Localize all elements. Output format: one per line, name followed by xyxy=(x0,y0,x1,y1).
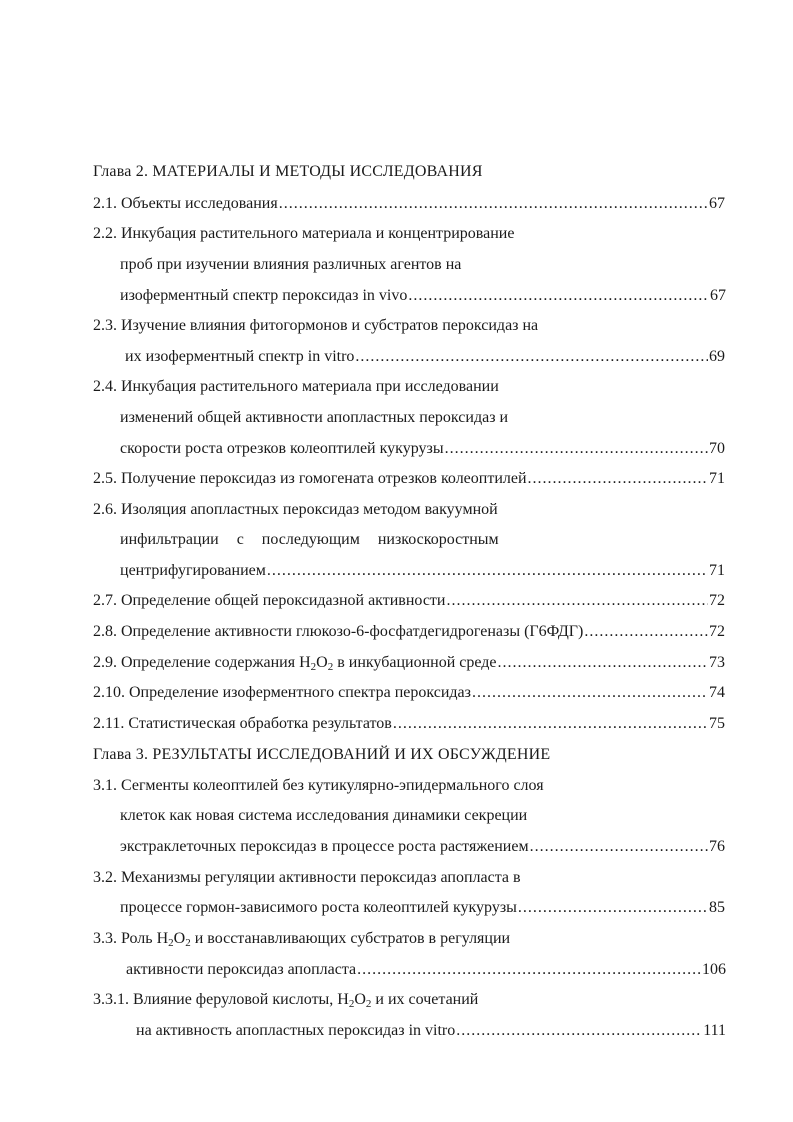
toc-entry-2-8 xyxy=(93,622,725,642)
toc-entry-2-5 xyxy=(93,469,725,489)
toc-entry-2-11 xyxy=(93,714,725,734)
toc-page-number: 70 xyxy=(709,440,725,457)
toc-entry-2-2 xyxy=(120,286,726,306)
toc-entry-text: процессе гормон-зависимого роста колеоптилей кукурузы xyxy=(120,899,517,916)
toc-entry-text: 2.10. Определение изоферментного спектра пероксидаз xyxy=(93,684,471,701)
leader-dots xyxy=(498,653,708,673)
toc-entry-3-1 xyxy=(120,837,725,857)
toc-page-number: 75 xyxy=(709,715,725,732)
toc-entry-2-3 xyxy=(125,347,725,367)
toc-entry-text: на активность апопластных пероксидаз in vitro xyxy=(136,1022,456,1039)
leader-dots xyxy=(528,469,708,489)
toc-entry-2-1 xyxy=(93,194,725,214)
toc-page-number: 106 xyxy=(702,961,726,978)
toc-entry-2-10 xyxy=(93,683,725,703)
leader-dots xyxy=(357,960,701,980)
toc-entry-text: изоферментный спектр пероксидаз in vivo xyxy=(120,287,408,304)
toc-entry-2-4-line-1: 2.4. Инкубация растительного материала при исследовании xyxy=(93,378,499,395)
toc-page-number: 67 xyxy=(710,287,726,304)
leader-dots xyxy=(355,347,708,367)
toc-entry-2-4 xyxy=(120,439,725,459)
toc-entry-text: активности пероксидаз апопласта xyxy=(126,961,357,978)
toc-entry-3-3-1 xyxy=(136,1021,726,1041)
toc-page-number: 72 xyxy=(709,623,725,640)
toc-page-number: 111 xyxy=(703,1022,726,1039)
chapter-3-title: Глава 3. РЕЗУЛЬТАТЫ ИССЛЕДОВАНИЙ И ИХ ОБСУЖДЕНИЕ xyxy=(93,746,551,763)
h2o2-text: 3.3. Роль $H_2O_2$ и восстанавливающих субстратов в регуляции xyxy=(93,930,511,949)
toc-entry-2-3-line-1: 2.3. Изучение влияния фитогормонов и субстратов пероксидаз на xyxy=(93,317,539,334)
toc-entry-text xyxy=(93,653,497,673)
toc-page-number: 76 xyxy=(709,838,725,855)
toc-page-number: 71 xyxy=(709,470,725,487)
toc-page-number: 67 xyxy=(709,195,725,212)
toc-entry-2-2-line-1: 2.2. Инкубация растительного материала и концентрирование xyxy=(93,225,515,242)
leader-dots xyxy=(530,837,708,857)
toc-page-number: 85 xyxy=(709,899,725,916)
toc-entry-3-2-line-1: 3.2. Механизмы регуляции активности пероксидаз апопласта в xyxy=(93,869,521,886)
toc-entry-text: их изоферментный спектр in vitro xyxy=(125,348,355,365)
toc-entry-3-3 xyxy=(126,960,726,980)
toc-entry-3-2 xyxy=(120,898,725,918)
toc-entry-text: 2.5. Получение пероксидаз из гомогената отрезков колеоптилей xyxy=(93,470,527,487)
toc-entry-text: 2.11. Статистическая обработка результатов xyxy=(93,715,392,732)
toc-entry-2-6-line-2: инфильтрации с последующим низкоскоростным xyxy=(120,531,499,548)
leader-dots xyxy=(279,194,708,214)
toc-entry-3-1-line-2: клеток как новая система исследования динамики секреции xyxy=(120,807,528,824)
toc-entry-text: 2.1. Объекты исследования xyxy=(93,195,278,212)
toc-entry-2-4-line-2: изменений общей активности апопластных пероксидаз и xyxy=(120,409,509,426)
toc-entry-text: скорости роста отрезков колеоптилей кукурузы xyxy=(120,440,444,457)
toc-entry-3-3-1-line-1 xyxy=(93,990,478,1010)
leader-dots xyxy=(446,591,708,611)
chapter-2-title: Глава 2. МАТЕРИАЛЫ И МЕТОДЫ ИССЛЕДОВАНИЯ xyxy=(93,163,483,180)
toc-entry-text: центрифугированием xyxy=(120,562,266,579)
toc-page-number: 69 xyxy=(709,348,725,365)
leader-dots xyxy=(456,1021,702,1041)
toc-entry-3-1-line-1: 3.1. Сегменты колеоптилей без кутикулярно-эпидермального слоя xyxy=(93,777,544,794)
toc-page-number: 73 xyxy=(709,654,725,671)
leader-dots xyxy=(472,683,708,703)
toc-entry-2-7 xyxy=(93,591,725,611)
leader-dots xyxy=(408,286,709,306)
toc-entry-2-6-line-1: 2.6. Изоляция апопластных пероксидаз методом вакуумной xyxy=(93,501,498,518)
leader-dots xyxy=(267,561,708,581)
leader-dots xyxy=(445,439,708,459)
leader-dots xyxy=(518,898,708,918)
toc-page-number: 71 xyxy=(709,562,725,579)
h2o2-text: 3.3.1. Влияние феруловой кислоты, $H_2O_2$ и их сочетаний xyxy=(93,991,479,1010)
leader-dots xyxy=(584,622,708,642)
h2o2-text: 2.9. Определение содержания $H_2O_2$ в инкубационной среде xyxy=(93,654,497,673)
toc-entry-2-2-line-2: проб при изучении влияния различных агентов на xyxy=(120,256,462,273)
toc-page-number: 74 xyxy=(709,684,725,701)
toc-page-number: 72 xyxy=(709,592,725,609)
toc-entry-2-6 xyxy=(120,561,725,581)
toc-entry-text: 2.8. Определение активности глюкозо-6-фосфатдегидрогеназы (Г6ФДГ) xyxy=(93,623,584,640)
toc-entry-3-3-line-1 xyxy=(93,929,510,949)
toc-entry-2-9 xyxy=(93,653,725,673)
toc-entry-text: экстраклеточных пероксидаз в процессе роста растяжением xyxy=(120,838,529,855)
toc-entry-text: 2.7. Определение общей пероксидазной активности xyxy=(93,592,446,609)
leader-dots xyxy=(393,714,708,734)
